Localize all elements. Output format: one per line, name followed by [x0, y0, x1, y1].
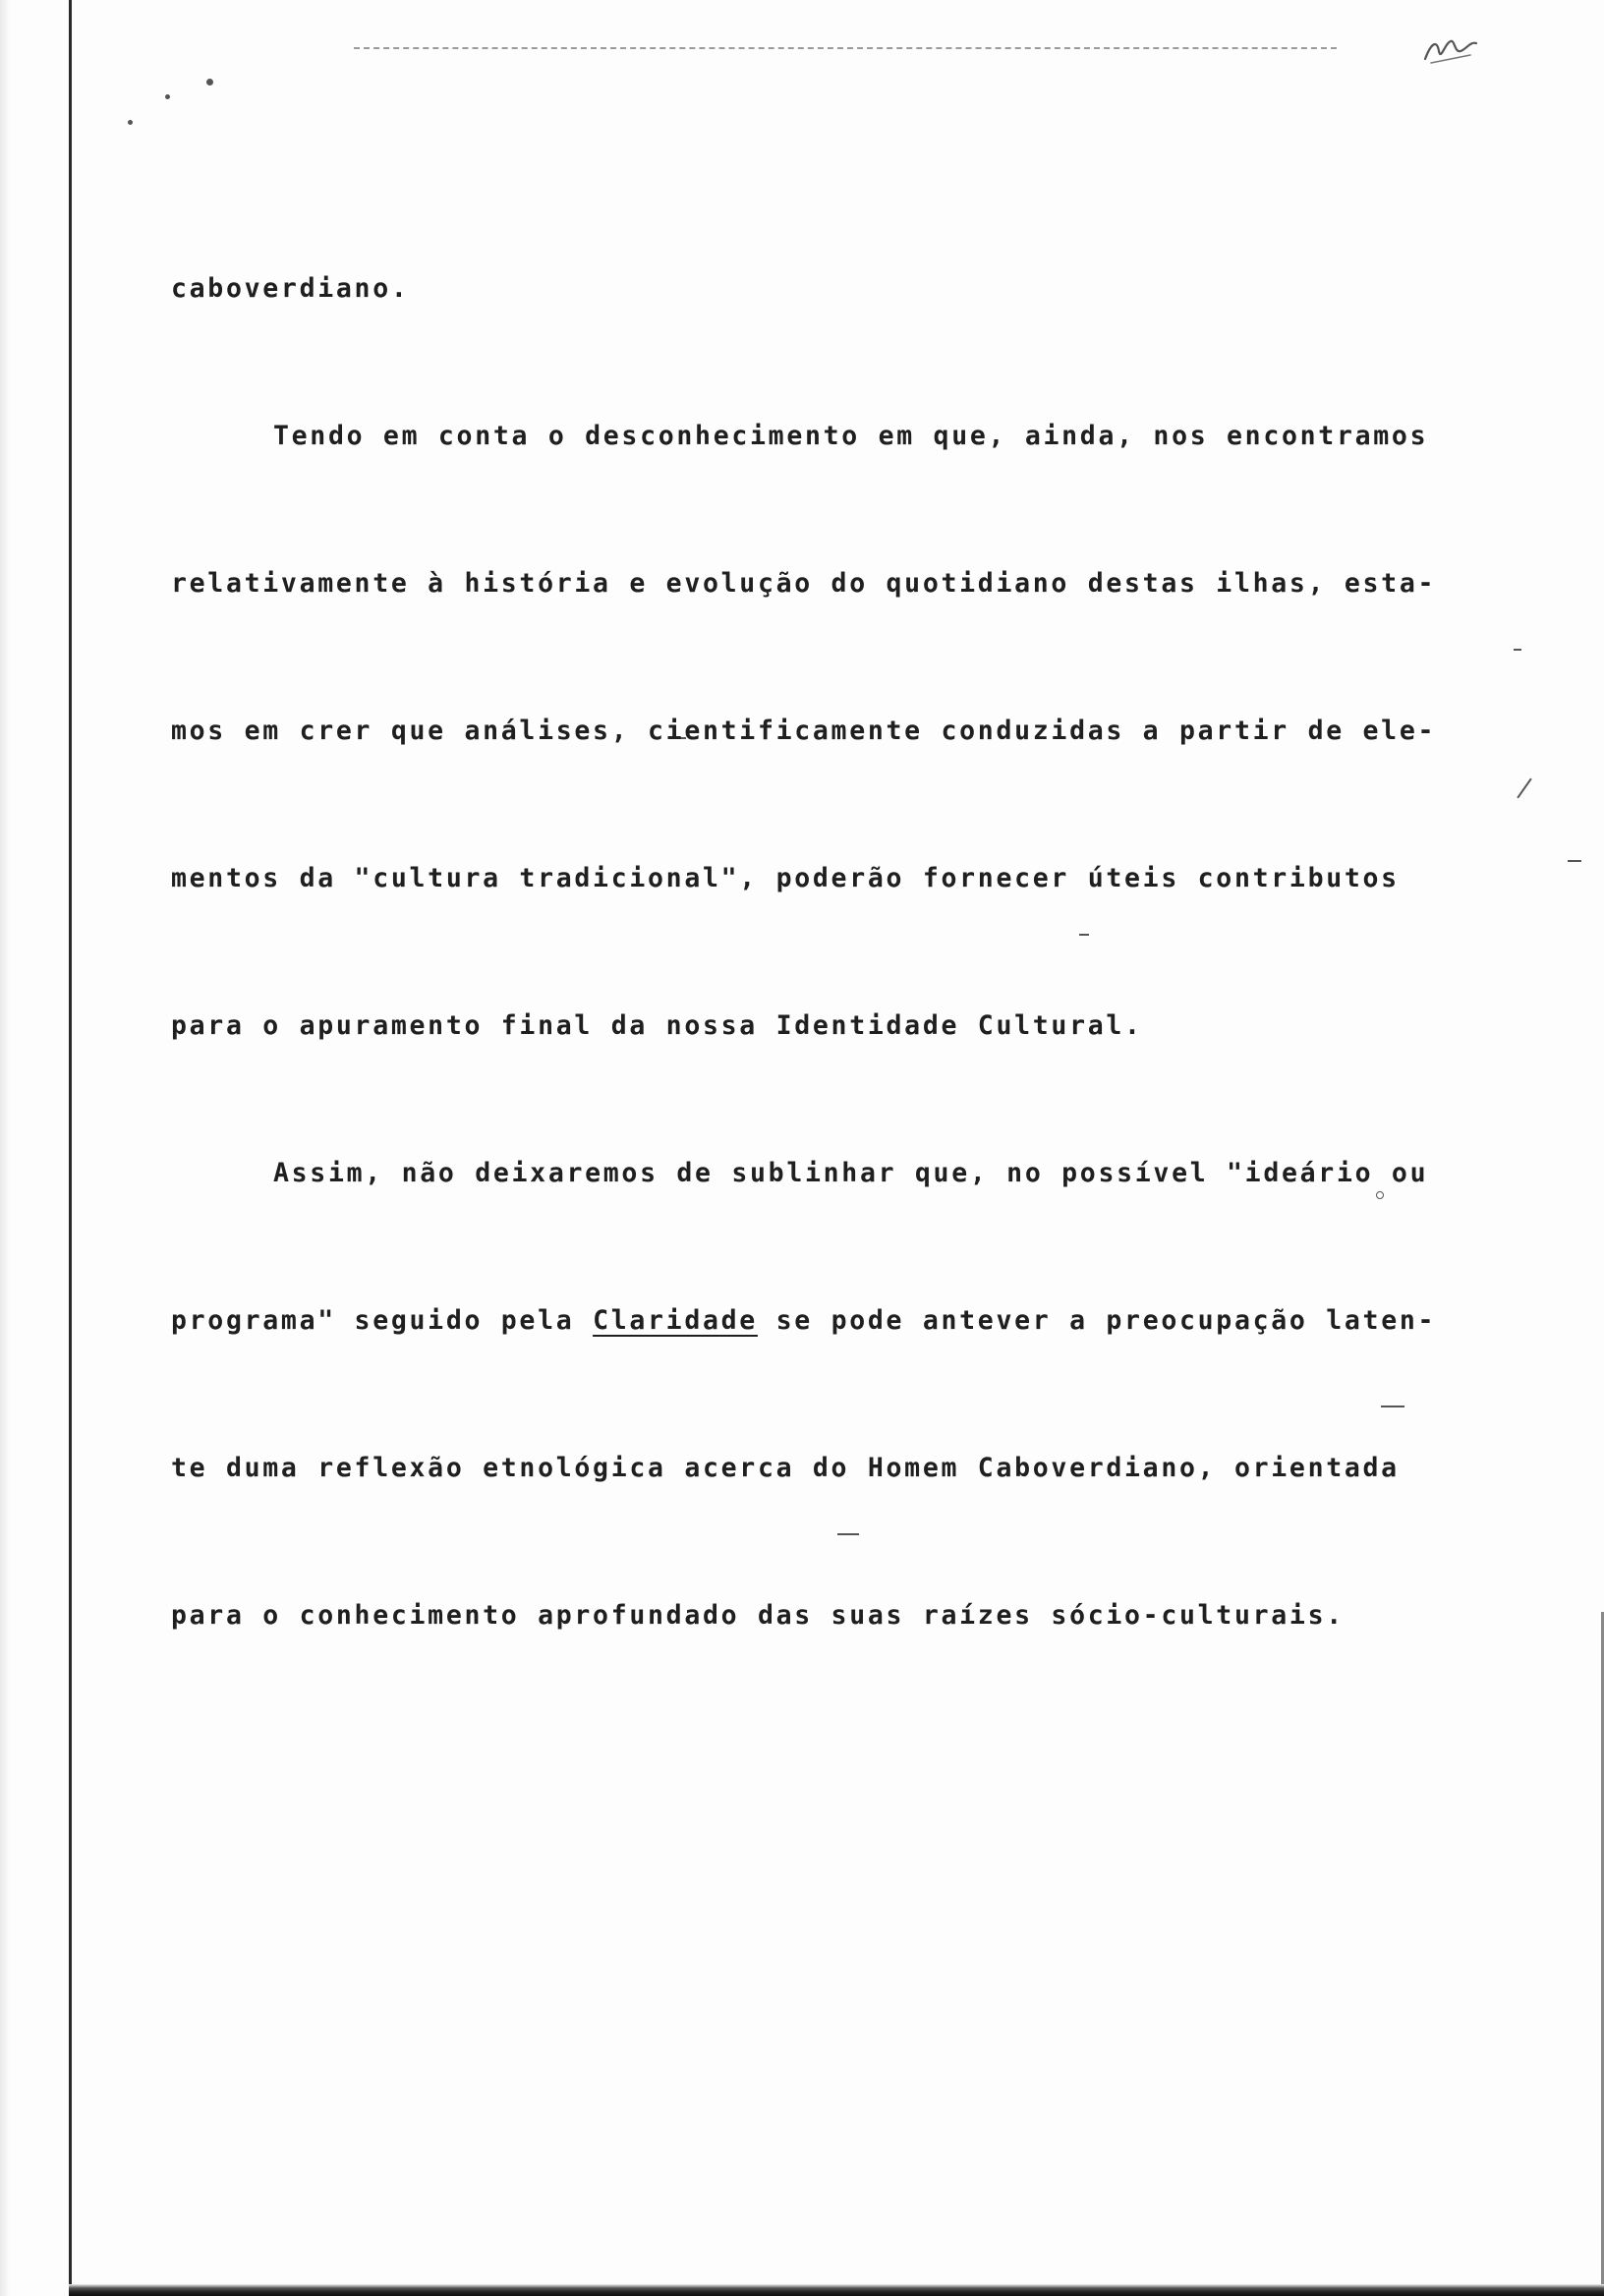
claridade-title-underlined: Claridade	[593, 1305, 758, 1336]
body-text	[171, 166, 1547, 1739]
text-line-10: para o conhecimento aprofundado das suas raízes sócio-culturais.	[171, 1600, 1345, 1631]
scan-speck	[128, 120, 133, 125]
text-line-8-end: se pode antever a preocupação laten-	[757, 1305, 1437, 1336]
scan-speck	[1568, 860, 1581, 862]
text-line-3: relativamente à história e evolução do quotidiano destas ilhas, esta-	[171, 568, 1437, 599]
text-line-9: te duma reflexão etnológica acerca do Homem Caboverdiano, orientada	[171, 1453, 1400, 1483]
top-scan-dashes	[354, 47, 1337, 49]
scan-speck	[165, 94, 170, 99]
text-line-7: Assim, não deixaremos de sublinhar que, no possível "ideário ou	[273, 1158, 1429, 1188]
handwritten-page-number-mark	[1421, 33, 1480, 67]
text-line-5: mentos da "cultura tradicional", poderão fornecer úteis contributos	[171, 863, 1400, 893]
left-margin-rule	[69, 0, 72, 2296]
text-line-8-start: programa" seguido pela	[171, 1305, 594, 1336]
page-left-edge	[0, 0, 10, 2296]
scan-speck	[206, 79, 213, 86]
text-line-1: caboverdiano.	[171, 273, 410, 304]
text-line-8	[171, 1296, 1547, 1346]
text-line-4: mos em crer que análises, cientificamente conduzidas a partir de ele-	[171, 716, 1437, 746]
bottom-margin-rule	[69, 2284, 1604, 2296]
text-line-6: para o apuramento final da nossa Identidade Cultural.	[171, 1010, 1143, 1041]
text-line-2: Tendo em conta o desconhecimento em que, ainda, nos encontramos	[273, 421, 1429, 451]
